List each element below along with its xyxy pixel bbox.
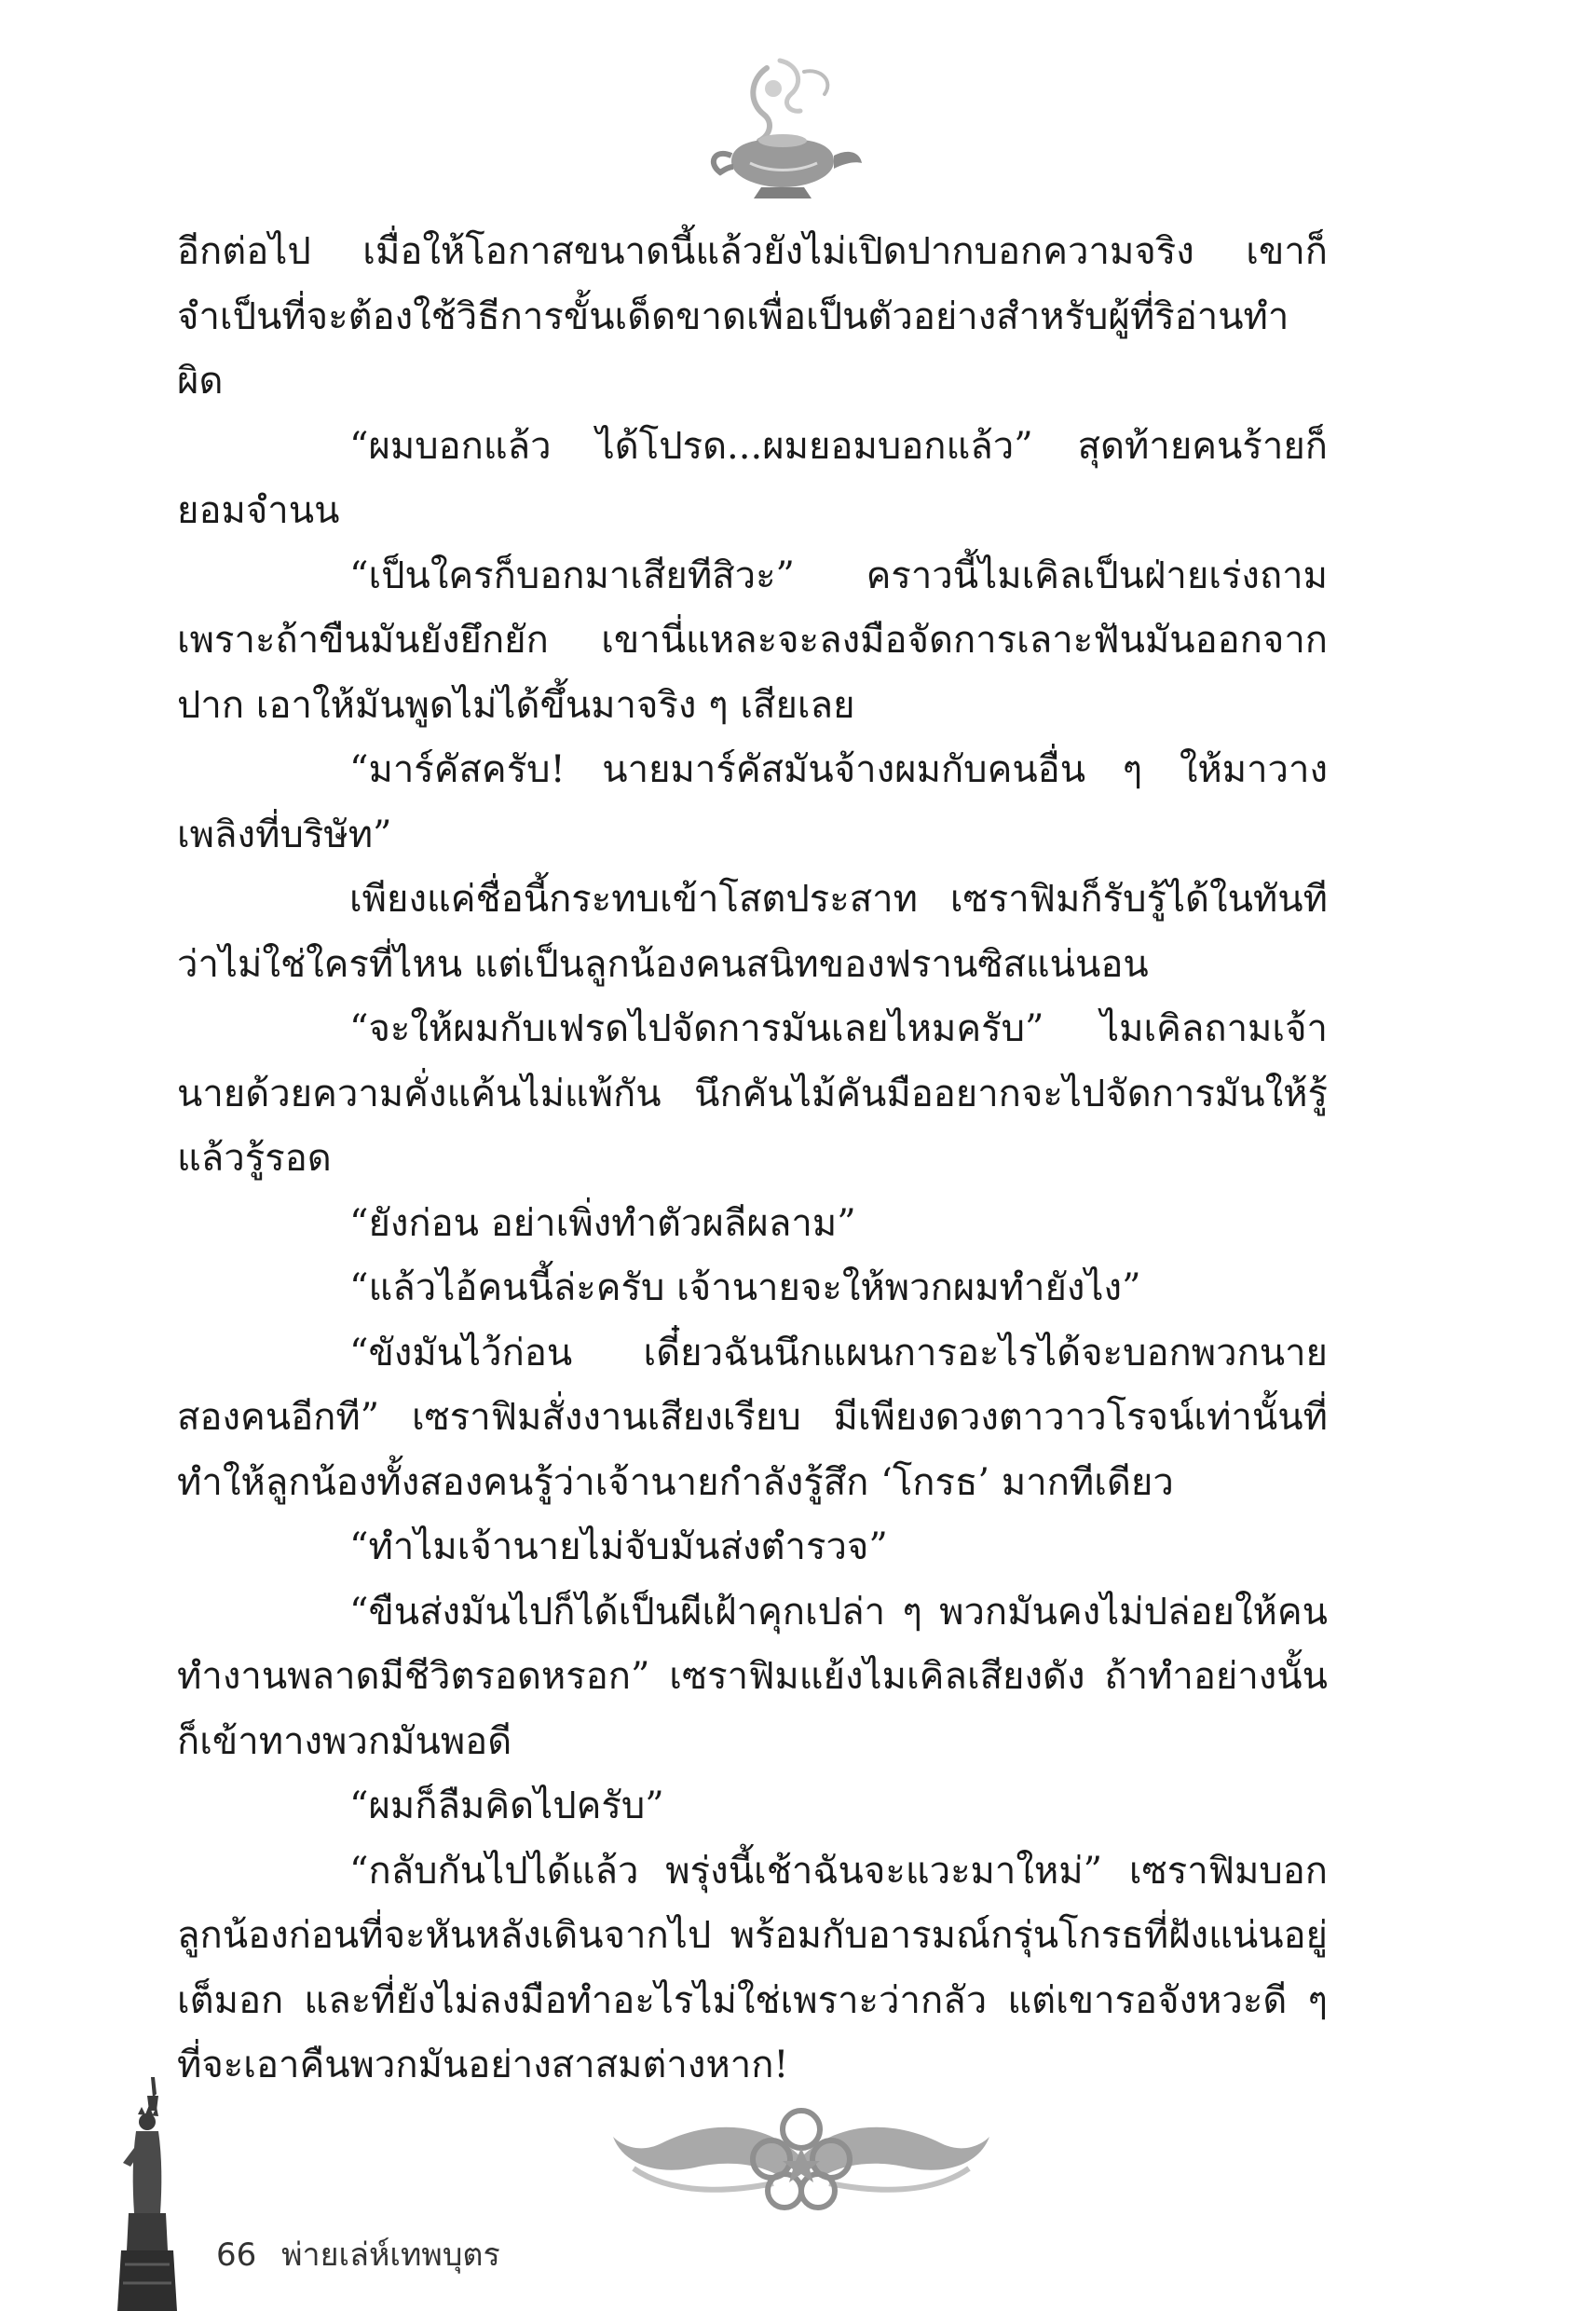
paragraph-2: “ผมบอกแล้ว ได้โปรด...ผมยอมบอกแล้ว” สุดท้ายคนร้ายก็ยอมจำนน [177,424,1328,532]
page-footer [216,2229,500,2279]
paragraph-6: “จะให้ผมกับเฟรดไปจัดการมันเลยไหมครับ” ไมเคิลถามเจ้านายด้วยความคั่งแค้นไม่แพ้กัน นึกคันไม้คันมืออยากจะไปจัดการมันให้รู้แล้วรู้รอด [177,1007,1328,1180]
paragraph-8: “แล้วไอ้คนนี้ล่ะครับ เจ้านายจะให้พวกผมทำยังไง” [349,1266,1141,1309]
paragraph-5: เพียงแค่ชื่อนี้กระทบเข้าโสตประสาท เซราฟิมก็รับรู้ได้ในทันทีว่าไม่ใช่ใครที่ไหน แต่เป็นลูกน้องคนสนิทของฟรานซิสแน่นอน [177,878,1328,986]
paragraph-3: “เป็นใครก็บอกมาเสียทีสิวะ” คราวนี้ไมเคิลเป็นฝ่ายเร่งถาม เพราะถ้าขืนมันยังยึกยัก เขานี่แหละจะลงมือจัดการเลาะฟันมันออกจากปาก เอาให้มันพูดไม่ได้ขึ้นมาจริง ๆ เสียเลย [177,554,1328,727]
paragraph-13: “กลับกันไปได้แล้ว พรุ่งนี้เช้าฉันจะแวะมาใหม่” เซราฟิมบอกลูกน้องก่อนที่จะหันหลังเดินจากไป พร้อมกับอารมณ์กรุ่นโกรธที่ฝังแน่นอยู่เต็มอก และที่ยังไม่ลงมือทำอะไรไม่ใช่เพราะว่ากลัว แต่เขารอจังหวะดี ๆ ที่จะเอาคืนพวกมันอย่างสาสมต่างหาก! [177,1849,1328,2086]
paragraph-4: “มาร์คัสครับ! นายมาร์คัสมันจ้างผมกับคนอื่น ๆ ให้มาวางเพลิงที่บริษัท” [177,748,1328,856]
genie-lamp-icon [694,51,871,205]
body-text [177,220,1328,2099]
page-number: 66 [216,2236,257,2274]
paragraph-1: อีกต่อไป เมื่อให้โอกาสขนาดนี้แล้วยังไม่เปิดปากบอกความจริง เขาก็จำเป็นที่จะต้องใช้วิธีการขั้นเด็ดขาดเพื่อเป็นตัวอย่างสำหรับผู้ที่ริอ่านทำผิด [177,230,1328,403]
paragraph-9: “ขังมันไว้ก่อน เดี๋ยวฉันนึกแผนการอะไรได้จะบอกพวกนายสองคนอีกที” เซราฟิมสั่งงานเสียงเรียบ มีเพียงดวงตาวาวโรจน์เท่านั้นที่ทำให้ลูกน้องทั้งสองคนรู้ว่าเจ้านายกำลังรู้สึก ‘โกรธ’ มากทีเดียว [177,1331,1328,1504]
book-title: พ่ายเล่ห์เทพบุตร [281,2236,500,2274]
statue-of-liberty-icon [110,2073,184,2311]
paragraph-7: “ยังก่อน อย่าเพิ่งทำตัวผลีผลาม” [349,1201,856,1245]
paragraph-11: “ขืนส่งมันไปก็ได้เป็นผีเฝ้าคุกเปล่า ๆ พวกมันคงไม่ปล่อยให้คนทำงานพลาดมีชีวิตรอดหรอก” เซราฟิมแย้งไมเคิลเสียงดัง ถ้าทำอย่างนั้นก็เข้าทางพวกมันพอดี [177,1590,1328,1763]
paragraph-12: “ผมก็ลืมคิดไปครับ” [349,1785,664,1827]
floral-flourish-icon [606,2101,997,2213]
paragraph-10: “ทำไมเจ้านายไม่จับมันส่งตำรวจ” [349,1525,888,1568]
